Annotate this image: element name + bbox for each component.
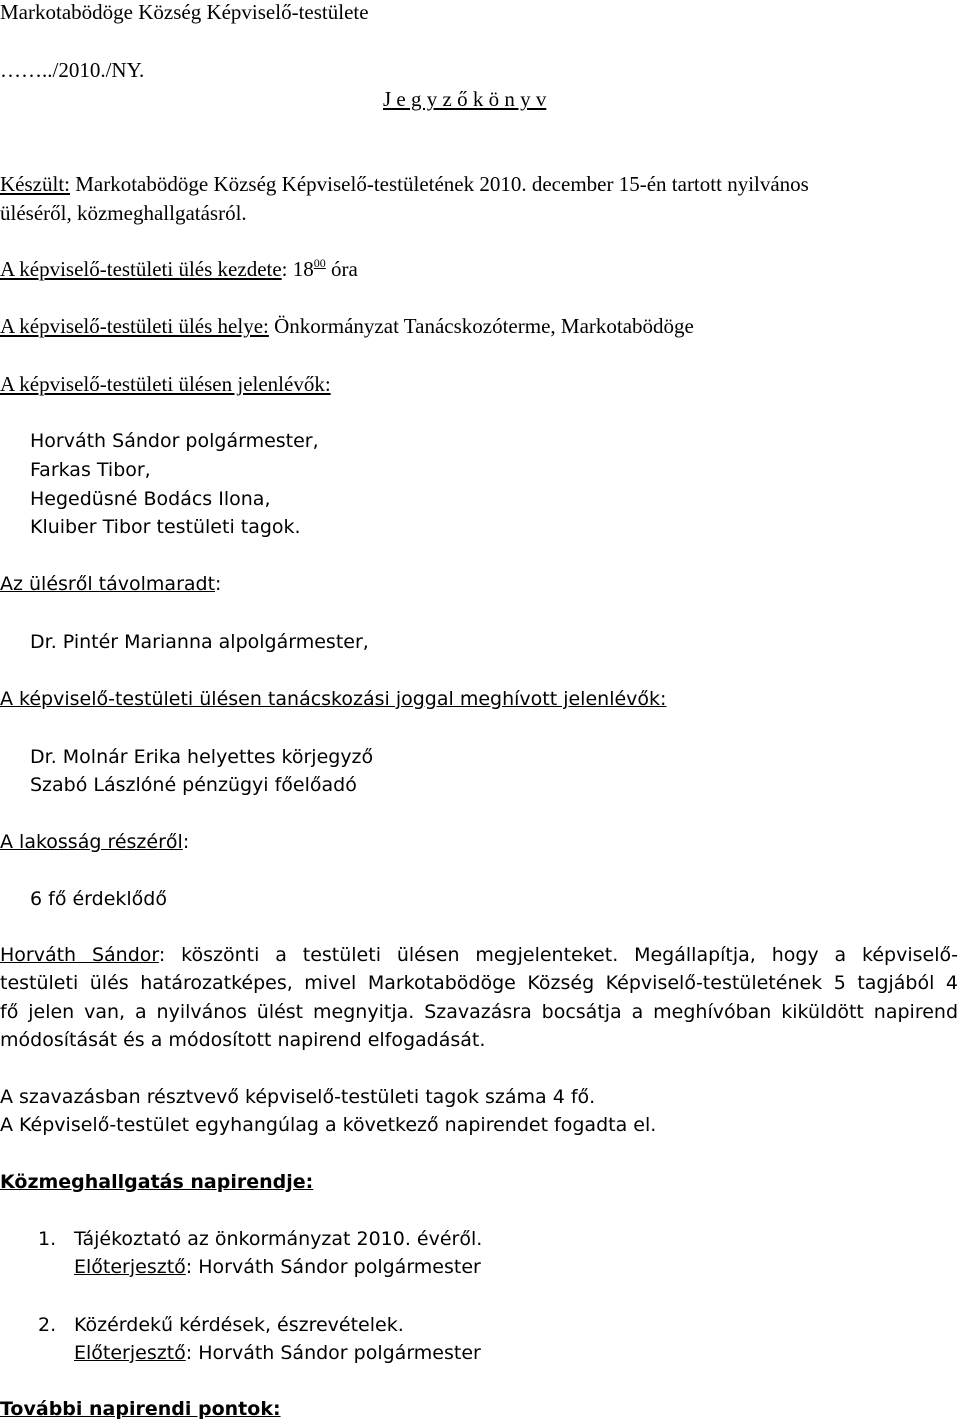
vote-count: A szavazásban résztvevő képviselő-testületi tagok száma 4 fő.: [0, 1086, 596, 1108]
document-title: J e g y z ő k ö n y v: [383, 87, 547, 111]
place-label: A képviselő-testületi ülés helye:: [0, 314, 269, 338]
agenda-title: Közmeghallgatás napirendje:: [0, 1171, 314, 1193]
agenda-item-text: Tájékoztató az önkormányzat 2010. évéről.: [74, 1228, 483, 1250]
public-count: 6 fő érdeklődő: [30, 888, 167, 910]
minutes-line-4: módosítását és a módosított napirend elfogadását.: [0, 1029, 486, 1051]
agenda-item: [38, 1230, 482, 1249]
start-time: A képviselő-testületi ülés kezdete: $18^{00}$ óra: [0, 256, 358, 281]
further-agenda-title: További napirendi pontok:: [0, 1398, 281, 1420]
absent-member: Dr. Pintér Marianna alpolgármester,: [30, 631, 369, 653]
reference-number: ……../2010./NY.: [0, 58, 145, 82]
made-label: Készült:: [0, 172, 70, 196]
made-line-2: üléséről, közmeghallgatásról.: [0, 201, 247, 225]
agenda-item-number: 2.: [38, 1314, 57, 1336]
minutes-line-3: fő jelen van, a nyilvános ülést megnyitja. Szavazásra bocsátja a meghívóban kiküldött napirend: [0, 1001, 958, 1023]
start-label: A képviselő-testületi ülés kezdete: [0, 257, 282, 281]
public-label: A lakosság részéről: [0, 831, 183, 853]
agenda-item-number: 1.: [38, 1228, 57, 1250]
absent-label: Az ülésről távolmaradt: [0, 573, 216, 595]
place-value: Önkormányzat Tanácskozóterme, Markotabödöge: [268, 314, 694, 338]
made-line-1: [0, 174, 809, 195]
agenda-item: [38, 1316, 404, 1335]
present-member: Kluiber Tibor testületi tagok.: [30, 516, 301, 538]
made-text: Markotabödöge Község Képviselő-testületének 2010. december 15-én tartott nyilvános: [69, 172, 809, 196]
public-heading: A lakosság részéről:: [0, 831, 190, 853]
invited-label: A képviselő-testületi ülésen tanácskozási joggal meghívott jelenlévők:: [0, 688, 667, 710]
minutes-line-2: testületi ülés határozatképes, mivel Markotabödöge Község Képviselő-testületének 5 tagjából 4: [0, 972, 958, 994]
council-name: Markotabödöge Község Képviselő-testülete: [0, 0, 369, 24]
invited-member: Szabó Lászlóné pénzügyi főelőadó: [30, 774, 357, 796]
meeting-place: [0, 316, 694, 337]
agenda-item-presenter: Előterjesztő: Horváth Sándor polgármester: [74, 1256, 481, 1278]
present-member: Hegedüsné Bodács Ilona,: [30, 488, 271, 510]
present-label: A képviselő-testületi ülésen jelenlévők:: [0, 372, 331, 396]
speaker-name: Horváth Sándor: [0, 944, 159, 966]
vote-result: A Képviselő-testület egyhangúlag a következő napirendet fogadta el.: [0, 1114, 657, 1136]
agenda-item-text: Közérdekű kérdések, észrevételek.: [74, 1314, 404, 1336]
agenda-item-presenter: Előterjesztő: Horváth Sándor polgármester: [74, 1342, 481, 1364]
minutes-line-1: Horváth Sándor: köszönti a testületi ülésen megjelenteket. Megállapítja, hogy a képviselő-: [0, 944, 958, 966]
present-member: Horváth Sándor polgármester,: [30, 430, 319, 452]
invited-member: Dr. Molnár Erika helyettes körjegyző: [30, 746, 374, 768]
start-minutes: 00: [313, 256, 326, 270]
present-member: Farkas Tibor,: [30, 459, 151, 481]
absent-heading: Az ülésről távolmaradt:: [0, 573, 222, 595]
